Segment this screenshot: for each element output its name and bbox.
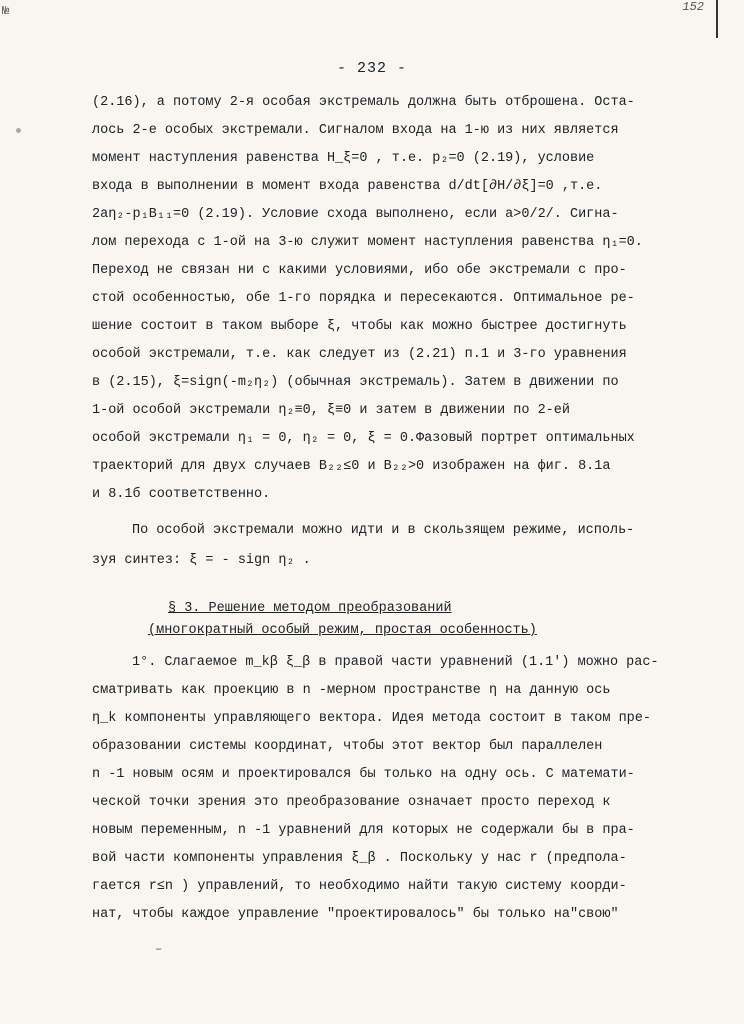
text-line: (2.16), а потому 2-я особая экстремаль должна быть отброшена. Оста- (92, 95, 635, 110)
text-line: зуя синтез: ξ = - sign η₂ . (92, 553, 311, 568)
text-line: 1-ой особой экстремали η₂≡0, ξ≡0 и затем в движении по 2-ей (92, 403, 570, 418)
footer-mark: – (155, 942, 163, 956)
text-line: траекторий для двух случаев B₂₂≤0 и B₂₂>0 изображен на фиг. 8.1а (92, 459, 611, 474)
text-line: сматривать как проекцию в n -мерном пространстве η на данную ось (92, 683, 611, 698)
text-line: момент наступления равенства H_ξ=0 , т.е. p₂=0 (2.19), условие (92, 151, 595, 166)
text-line: ческой точки зрения это преобразование означает просто переход к (92, 795, 611, 810)
text-line: лось 2-е особых экстремали. Сигналом входа на 1-ю из них является (92, 123, 619, 138)
text-line: стой особенностью, обе 1-го порядка и пересекаются. Оптимальное ре- (92, 291, 635, 306)
text-line: входа в выполнении в момент входа равенства d/dt[∂H/∂ξ]=0 ,т.е. (92, 179, 603, 194)
text-line: По особой экстремали можно идти и в скользящем режиме, исполь- (132, 523, 635, 538)
text-line: лом перехода с 1-ой на 3-ю служит момент наступления равенства η₁=0. (92, 235, 643, 250)
text-line: в (2.15), ξ=sign(-m₂η₂) (обычная экстремаль). Затем в движении по (92, 375, 619, 390)
text-line: образовании системы координат, чтобы этот вектор был параллелен (92, 739, 603, 754)
text-line: η_k компоненты управляющего вектора. Идея метода состоит в таком пре- (92, 711, 651, 726)
section-subheading: (многократный особый режим, простая особенность) (148, 623, 537, 638)
text-line: 2aη₂-p₁B₁₁=0 (2.19). Условие схода выполнено, если a>0/2/. Сигна- (92, 207, 619, 222)
section-heading: § 3. Решение методом преобразований (168, 601, 452, 616)
edge-line (716, 0, 718, 38)
text-line: Переход не связан ни с какими условиями, ибо обе экстремали с про- (92, 263, 627, 278)
text-line: нат, чтобы каждое управление "проектировалось" бы только на"свою" (92, 907, 619, 922)
text-line: n -1 новым осям и проектировался бы только на одну ось. С математи- (92, 767, 635, 782)
margin-dot (16, 128, 21, 133)
text-line: особой экстремали η₁ = 0, η₂ = 0, ξ = 0.Фазовый портрет оптимальных (92, 431, 635, 446)
text-line: особой экстремали, т.е. как следует из (2.21) п.1 и 3-го уравнения (92, 347, 627, 362)
text-line: и 8.1б соответственно. (92, 487, 271, 502)
corner-mark-left: № (2, 4, 10, 18)
page-number: - 232 - (336, 60, 407, 77)
text-line: новым переменным, n -1 уравнений для которых не содержали бы в пра- (92, 823, 635, 838)
corner-mark-right: 152 (682, 0, 704, 14)
text-line: 1°. Слагаемое m_kβ ξ_β в правой части уравнений (1.1') можно рас- (132, 655, 659, 670)
text-line: шение состоит в таком выборе ξ, чтобы как можно быстрее достигнуть (92, 319, 627, 334)
text-line: вой части компоненты управления ξ_β . Поскольку у нас r (предпола- (92, 851, 627, 866)
text-line: гается r≤n ) управлений, то необходимо найти такую систему коорди- (92, 879, 627, 894)
